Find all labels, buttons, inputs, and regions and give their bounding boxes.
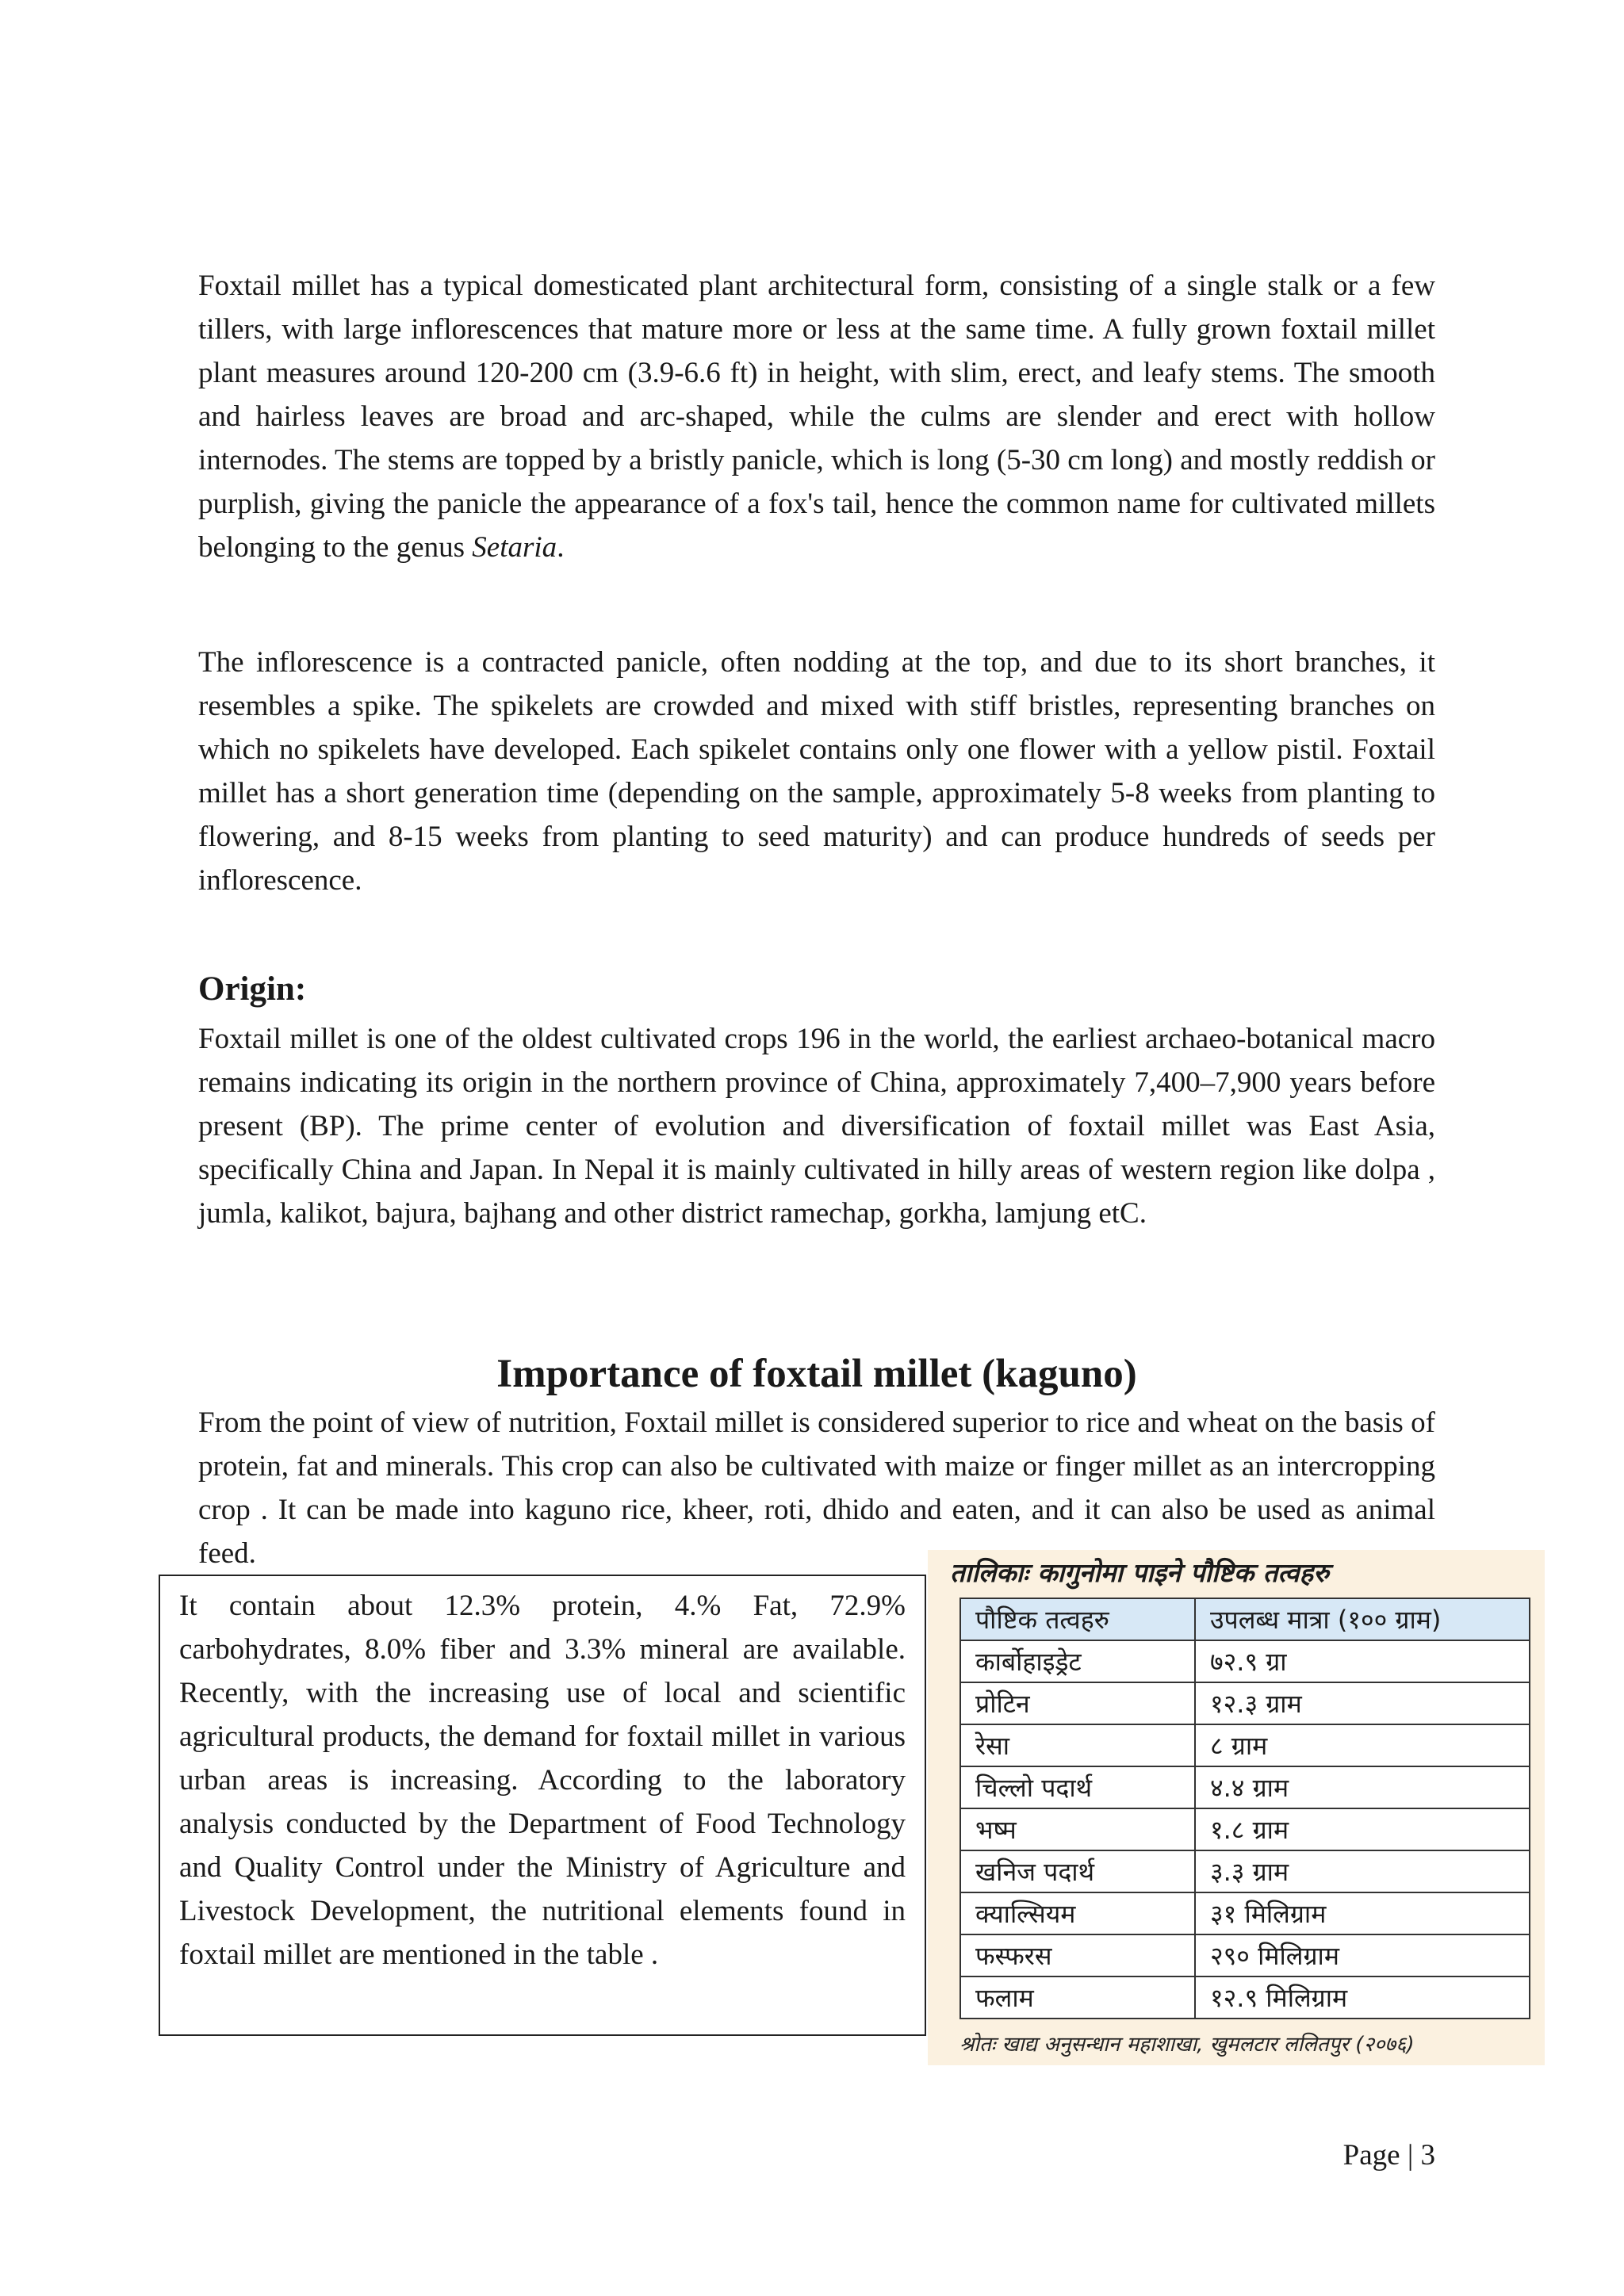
- table-row: [960, 1682, 1530, 1724]
- body-paragraph-inflorescence: The inflorescence is a contracted panicle, often nodding at the top, and due to its short branches, it resembles a spike. The spikelets are crowded and mixed with stiff bristles, representing branches on which no spikelets have developed. Each spikelet contains only one flower with a yellow pistil. Foxtail millet has a short generation time (depending on the sample, approximately 5-8 weeks from planting to flowering, and 8-15 weeks from planting to seed maturity) and can produce hundreds of seeds per inflorescence.: [198, 646, 1435, 897]
- nutrient-amount: १.८ ग्राम: [1195, 1808, 1530, 1850]
- nutrient-amount: ८ ग्राम: [1195, 1724, 1530, 1766]
- nutrient-table: [959, 1598, 1530, 2019]
- nutrition-box-text: It contain about 12.3% protein, 4.% Fat, 72.9% carbohydrates, 8.0% fiber and 3.3% mineral are available. Recently, with the increasing use of local and scientific agricultural products, the demand for foxtail millet in various urban areas is increasing. According to the laboratory analysis conducted by the Department of Food Technology and Quality Control under the Ministry of Agriculture and Livestock Development, the nutritional elements found in foxtail millet are mentioned in the table .: [179, 1590, 906, 1971]
- nutrient-name: फलाम: [960, 1976, 1195, 2019]
- nutrient-name: प्रोटिन: [960, 1682, 1195, 1724]
- table-row: [960, 1976, 1530, 2019]
- nutrient-amount: १२.३ ग्राम: [1195, 1682, 1530, 1724]
- origin-paragraph: Foxtail millet is one of the oldest cultivated crops 196 in the world, the earliest archaeo-botanical macro remains indicating its origin in the northern province of China, approximately 7,400–7,900 years before present (BP). The prime center of evolution and diversification of foxtail millet was East Asia, specifically China and Japan. In Nepal it is mainly cultivated in hilly areas of western region like dolpa , jumla, kalikot, bajura, bajhang and other district ramechap, gorkha, lamjung etC.: [198, 1023, 1435, 1230]
- origin-heading: Origin:: [198, 970, 307, 1008]
- table-row: [960, 1724, 1530, 1766]
- table-source: श्रोतः खाद्य अनुसन्धान महाशाखा, खुमलटार ललितपुर (२०७६): [959, 2033, 1415, 2057]
- nutrient-name: कार्बोहाइड्रेट: [960, 1640, 1195, 1682]
- nutrient-amount: ७२.९ ग्रा: [1195, 1640, 1530, 1682]
- header-amount: उपलब्ध मात्रा (१०० ग्राम): [1195, 1598, 1530, 1640]
- nutrient-table-figure: [928, 1550, 1545, 2065]
- nutrition-text-box: [159, 1575, 926, 2036]
- nutrient-name: खनिज पदार्थ: [960, 1850, 1195, 1892]
- nutrient-amount: २९० मिलिग्राम: [1195, 1934, 1530, 1976]
- table-header-row: [960, 1598, 1530, 1640]
- paragraph-end: .: [557, 531, 565, 564]
- nutrient-amount: १२.९ मिलिग्राम: [1195, 1976, 1530, 2019]
- table-row: [960, 1850, 1530, 1892]
- nutrient-name: रेसा: [960, 1724, 1195, 1766]
- header-nutrient: पौष्टिक तत्वहरु: [960, 1598, 1195, 1640]
- nutrient-amount: ३.३ ग्राम: [1195, 1850, 1530, 1892]
- table-row: [960, 1808, 1530, 1850]
- nutrient-name: क्याल्सियम: [960, 1892, 1195, 1934]
- importance-paragraph: From the point of view of nutrition, Foxtail millet is considered superior to rice and wheat on the basis of protein, fat and minerals. This crop can also be cultivated with maize or finger millet as an intercropping crop . It can be made into kaguno rice, kheer, roti, dhido and eaten, and it can also be used as animal feed.: [198, 1406, 1435, 1570]
- nutrient-amount: ३१ मिलिग्राम: [1195, 1892, 1530, 1934]
- nutrient-name: भष्म: [960, 1808, 1195, 1850]
- importance-heading: Importance of foxtail millet (kaguno): [496, 1352, 1137, 1396]
- table-caption: तालिकाः कागुनोमा पाइने पौष्टिक तत्वहरु: [950, 1557, 1329, 1588]
- paragraph-text: Foxtail millet has a typical domesticated plant architectural form, consisting of a single stalk or a few tillers, with large inflorescences that mature more or less at the same time. A fully grown foxtail millet plant measures around 120-200 cm (3.9-6.6 ft) in height, with slim, erect, and leafy stems. The smooth and hairless leaves are broad and arc-shaped, while the culms are slender and erect with hollow internodes. The stems are topped by a bristly panicle, which is long (5-30 cm long) and mostly reddish or purplish, giving the panicle the appearance of a fox's tail, hence the common name for cultivated millets belonging to the genus: [198, 270, 1435, 564]
- genus-name: Setaria: [472, 531, 557, 564]
- nutrient-name: चिल्लो पदार्थ: [960, 1766, 1195, 1808]
- table-row: [960, 1766, 1530, 1808]
- page-number: Page | 3: [1342, 2139, 1435, 2172]
- table-row: [960, 1640, 1530, 1682]
- table-row: [960, 1934, 1530, 1976]
- nutrient-name: फस्फरस: [960, 1934, 1195, 1976]
- nutrient-amount: ४.४ ग्राम: [1195, 1766, 1530, 1808]
- table-row: [960, 1892, 1530, 1934]
- body-paragraph-plant-form: [198, 264, 1435, 569]
